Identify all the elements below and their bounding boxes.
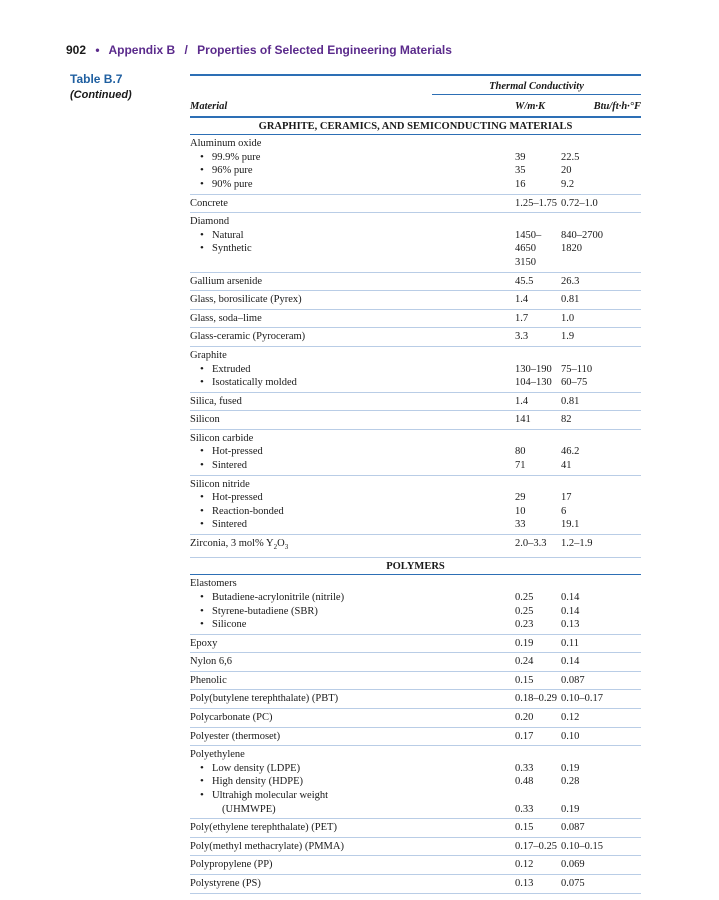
us-value: 75–110 [561, 363, 593, 375]
spacer [515, 478, 561, 492]
si-value-cell [432, 328, 561, 347]
table-row [190, 837, 641, 856]
table-row [190, 328, 641, 347]
material-subtype-continued: (UHMWPE) [222, 803, 276, 815]
si-value: 1.25–1.75 [515, 197, 557, 209]
section-title: POLYMERS [190, 557, 641, 575]
si-value-cell [432, 671, 561, 690]
material-cell [190, 213, 432, 272]
si-value: 0.17 [515, 730, 534, 742]
material-name: Silicon nitride [190, 478, 250, 490]
us-value: 17 [561, 492, 572, 504]
header-slash: / [184, 43, 188, 57]
si-value-cell [432, 429, 561, 475]
material-name: Polyester (thermoset) [190, 730, 281, 742]
spacer [561, 478, 641, 492]
us-value: 0.087 [561, 674, 585, 686]
us-value: 60–75 [561, 377, 588, 389]
material-name: Epoxy [190, 637, 218, 649]
spacer [515, 577, 561, 591]
si-value: 29 [515, 492, 526, 504]
section-heading-row [190, 117, 641, 135]
us-value: 0.28 [561, 776, 580, 788]
us-value: 6 [561, 505, 567, 517]
us-value: 840–2700 [561, 229, 603, 241]
si-value-cell [432, 709, 561, 728]
si-value-cell [432, 213, 561, 272]
us-value: 9.2 [561, 178, 575, 190]
spacer [515, 215, 561, 229]
material-subtype: • 99.9% pure [190, 151, 432, 165]
si-value: 71 [515, 460, 526, 472]
spacer [515, 789, 561, 803]
si-value: 104–130 [515, 377, 552, 389]
table-number: Table B.7 [70, 72, 123, 86]
table-row [190, 392, 641, 411]
table-header [190, 75, 641, 117]
material-subtype: • Sintered [190, 459, 432, 473]
us-value: 0.10–0.17 [561, 693, 603, 705]
table-row [190, 653, 641, 672]
us-value-cell [561, 653, 641, 672]
table-row [190, 856, 641, 875]
table-body [190, 117, 641, 894]
si-value-cell [432, 475, 561, 534]
material-name: Poly(butylene terephthalate) (PBT) [190, 693, 339, 705]
us-value-cell [561, 746, 641, 819]
material-cell [190, 690, 432, 709]
si-value: 80 [515, 446, 526, 458]
material-cell [190, 819, 432, 838]
thermal-conductivity-table [190, 74, 641, 894]
table-row [190, 429, 641, 475]
table-continued: (Continued) [70, 89, 132, 101]
si-value-cell [432, 690, 561, 709]
si-value: 1.4 [515, 294, 529, 306]
us-value-cell [561, 291, 641, 310]
us-value-cell [561, 690, 641, 709]
spacer [561, 215, 641, 229]
us-value-cell [561, 309, 641, 328]
table-row [190, 634, 641, 653]
si-value: 0.24 [515, 656, 534, 668]
si-value-cell [432, 291, 561, 310]
us-value: 1820 [561, 243, 582, 255]
table-row [190, 309, 641, 328]
us-value: 0.19 [561, 762, 580, 774]
us-value: 22.5 [561, 151, 580, 163]
material-cell [190, 135, 432, 194]
material-name: Silicon [190, 414, 220, 426]
si-value: 0.12 [515, 859, 534, 871]
us-value-cell [561, 875, 641, 894]
material-cell [190, 746, 432, 819]
us-value-cell [561, 194, 641, 213]
si-value: 3150 [515, 256, 536, 268]
si-value: 1.4 [515, 395, 529, 407]
si-value: 1450–4650 [515, 229, 542, 255]
material-cell [190, 634, 432, 653]
si-value-cell [432, 194, 561, 213]
table-row [190, 671, 641, 690]
material-subtype: • Styrene-butadiene (SBR) [190, 605, 432, 619]
si-value-cell [432, 575, 561, 634]
us-value: 0.14 [561, 605, 580, 617]
material-name: Concrete [190, 197, 228, 209]
table-row [190, 709, 641, 728]
column-us-units: Btu/ft·h·°F [561, 95, 641, 117]
us-value-cell [561, 392, 641, 411]
si-value: 0.18–0.29 [515, 693, 557, 705]
table-row [190, 213, 641, 272]
material-name: Poly(methyl methacrylate) (PMMA) [190, 840, 344, 852]
spacer [515, 349, 561, 363]
material-cell [190, 194, 432, 213]
si-value: 0.25 [515, 591, 534, 603]
us-value: 0.075 [561, 878, 585, 889]
si-value: 45.5 [515, 275, 534, 287]
si-value: 0.20 [515, 712, 534, 724]
si-value-cell [432, 727, 561, 746]
material-subtype: • Sintered [190, 518, 432, 532]
us-value-cell [561, 634, 641, 653]
material-subtype: • Hot-pressed [190, 491, 432, 505]
table-row [190, 690, 641, 709]
table-row [190, 272, 641, 291]
us-value-cell [561, 346, 641, 392]
si-value: 0.48 [515, 776, 534, 788]
material-cell [190, 709, 432, 728]
table-row [190, 575, 641, 634]
table-row [190, 727, 641, 746]
us-value: 0.11 [561, 637, 579, 649]
us-value: 0.19 [561, 803, 580, 815]
us-value-cell [561, 535, 641, 558]
material-cell [190, 346, 432, 392]
table-row [190, 746, 641, 819]
material-subtype: • Butadiene-acrylonitrile (nitrile) [190, 591, 432, 605]
us-value-cell [561, 819, 641, 838]
si-value-cell [432, 875, 561, 894]
us-value: 0.12 [561, 712, 580, 724]
column-material: Material [190, 95, 432, 117]
si-value-cell [432, 411, 561, 430]
us-value: 0.13 [561, 619, 580, 631]
material-name: Glass-ceramic (Pyroceram) [190, 331, 306, 343]
us-value: 46.2 [561, 446, 580, 458]
si-value: 0.33 [515, 803, 534, 815]
material-cell [190, 392, 432, 411]
si-value: 0.23 [515, 619, 534, 631]
material-cell [190, 875, 432, 894]
si-value-cell [432, 535, 561, 558]
header-blank [190, 75, 432, 95]
si-value: 130–190 [515, 363, 552, 375]
page-number: 902 [66, 43, 87, 57]
material-name: Graphite [190, 349, 227, 361]
material-name: Glass, soda–lime [190, 312, 262, 324]
material-name: Phenolic [190, 674, 227, 686]
material-cell [190, 328, 432, 347]
spacer [515, 748, 561, 762]
table-label [70, 72, 132, 101]
material-cell [190, 535, 432, 558]
material-subtype: • High density (HDPE) [190, 775, 432, 789]
us-value-cell [561, 575, 641, 634]
us-value-cell [561, 709, 641, 728]
material-subtype: • Synthetic [190, 242, 432, 256]
us-value-cell [561, 213, 641, 272]
us-value-cell [561, 328, 641, 347]
material-cell [190, 653, 432, 672]
table-row [190, 411, 641, 430]
si-value: 10 [515, 505, 526, 517]
us-value: 19.1 [561, 519, 580, 531]
us-value-cell [561, 856, 641, 875]
table-row [190, 346, 641, 392]
material-subtype: • Extruded [190, 363, 432, 377]
material-cell [190, 575, 432, 634]
si-value: 0.19 [515, 637, 534, 649]
material-subtype: • Low density (LDPE) [190, 762, 432, 776]
material-cell [190, 309, 432, 328]
spacer [561, 349, 641, 363]
us-value: 1.9 [561, 331, 575, 343]
us-value-cell [561, 429, 641, 475]
table-row [190, 475, 641, 534]
material-subtype: • Silicone [190, 618, 432, 632]
material-subtype: • Reaction-bonded [190, 505, 432, 519]
us-value: 20 [561, 165, 572, 177]
material-cell [190, 856, 432, 875]
us-value-cell [561, 671, 641, 690]
si-value: 0.15 [515, 674, 534, 686]
spacer [515, 137, 561, 151]
us-value: 1.2–1.9 [561, 538, 593, 550]
si-value-cell [432, 634, 561, 653]
si-value: 0.15 [515, 822, 534, 834]
material-name: Gallium arsenide [190, 275, 263, 287]
spacer [561, 137, 641, 151]
section-title: GRAPHITE, CERAMICS, AND SEMICONDUCTING MATERIALS [190, 117, 641, 135]
material-name: Polypropylene (PP) [190, 859, 273, 871]
material-name: Silicon carbide [190, 432, 254, 444]
spacer [515, 432, 561, 446]
si-value-cell [432, 837, 561, 856]
us-value-cell [561, 272, 641, 291]
material-name: Poly(ethylene terephthalate) (PET) [190, 822, 337, 834]
us-value: 0.10 [561, 730, 580, 742]
us-value: 0.087 [561, 822, 585, 834]
si-value: 0.13 [515, 878, 534, 889]
material-cell [190, 429, 432, 475]
si-value: 33 [515, 519, 526, 531]
table-row [190, 291, 641, 310]
material-cell [190, 411, 432, 430]
material-subtype: • 96% pure [190, 164, 432, 178]
material-name: Silica, fused [190, 395, 242, 407]
si-value: 35 [515, 165, 526, 177]
si-value: 2.0–3.3 [515, 538, 547, 550]
material-cell [190, 837, 432, 856]
section-heading-row [190, 557, 641, 575]
us-value: 41 [561, 460, 572, 472]
material-name: Polystyrene (PS) [190, 878, 261, 889]
material-subtype: • Isostatically molded [190, 376, 432, 390]
si-value: 16 [515, 178, 526, 190]
material-subtype: • Hot-pressed [190, 445, 432, 459]
si-value: 3.3 [515, 331, 529, 343]
si-value-cell [432, 309, 561, 328]
material-subtype: • Natural [190, 229, 432, 243]
table-row [190, 819, 641, 838]
material-subtype: • 90% pure [190, 178, 432, 192]
si-value: 0.17–0.25 [515, 840, 557, 852]
table-row [190, 194, 641, 213]
si-value-cell [432, 856, 561, 875]
si-value-cell [432, 819, 561, 838]
si-value-cell [432, 272, 561, 291]
us-value-cell [561, 411, 641, 430]
material-cell [190, 727, 432, 746]
table-row [190, 135, 641, 194]
table-row [190, 535, 641, 558]
material-name: Zirconia, 3 mol% $Y_2O_3$ [190, 538, 289, 552]
si-value-cell [432, 392, 561, 411]
si-value: 0.33 [515, 762, 534, 774]
running-header [66, 43, 452, 57]
appendix-label: Appendix B [108, 43, 176, 57]
us-value: 0.72–1.0 [561, 197, 598, 209]
us-value: 1.0 [561, 312, 575, 324]
spacer [561, 789, 641, 803]
si-value: 1.7 [515, 312, 529, 324]
si-value-cell [432, 653, 561, 672]
us-value-cell [561, 475, 641, 534]
us-value-cell [561, 837, 641, 856]
si-value: 141 [515, 414, 531, 426]
material-name: Nylon 6,6 [190, 656, 232, 668]
material-cell [190, 475, 432, 534]
us-value: 0.81 [561, 294, 580, 306]
column-si-units: W/m·K [432, 95, 561, 117]
us-value: 82 [561, 414, 572, 426]
material-cell [190, 671, 432, 690]
spacer [561, 748, 641, 762]
us-value: 0.10–0.15 [561, 840, 603, 852]
us-value-cell [561, 135, 641, 194]
material-name: Diamond [190, 216, 230, 228]
material-name: Polycarbonate (PC) [190, 712, 273, 724]
header-bullet: • [95, 43, 100, 57]
column-group-thermal-conductivity: Thermal Conductivity [432, 75, 641, 95]
us-value: 0.14 [561, 656, 580, 668]
si-value-cell [432, 135, 561, 194]
material-name: Aluminum oxide [190, 138, 262, 150]
si-value: 39 [515, 151, 526, 163]
material-name: Polyethylene [190, 749, 245, 761]
us-value: 26.3 [561, 275, 580, 287]
us-value: 0.14 [561, 591, 580, 603]
material-cell [190, 291, 432, 310]
material-name: Glass, borosilicate (Pyrex) [190, 294, 302, 306]
si-value-cell [432, 346, 561, 392]
table-row [190, 875, 641, 894]
us-value: 0.81 [561, 395, 580, 407]
material-cell [190, 272, 432, 291]
us-value-cell [561, 727, 641, 746]
si-value: 0.25 [515, 605, 534, 617]
appendix-title: Properties of Selected Engineering Materials [197, 43, 452, 57]
us-value: 0.069 [561, 859, 585, 871]
spacer [561, 577, 641, 591]
material-subtype: • Ultrahigh molecular weight [190, 789, 432, 803]
material-name: Elastomers [190, 578, 237, 590]
spacer [561, 432, 641, 446]
si-value-cell [432, 746, 561, 819]
